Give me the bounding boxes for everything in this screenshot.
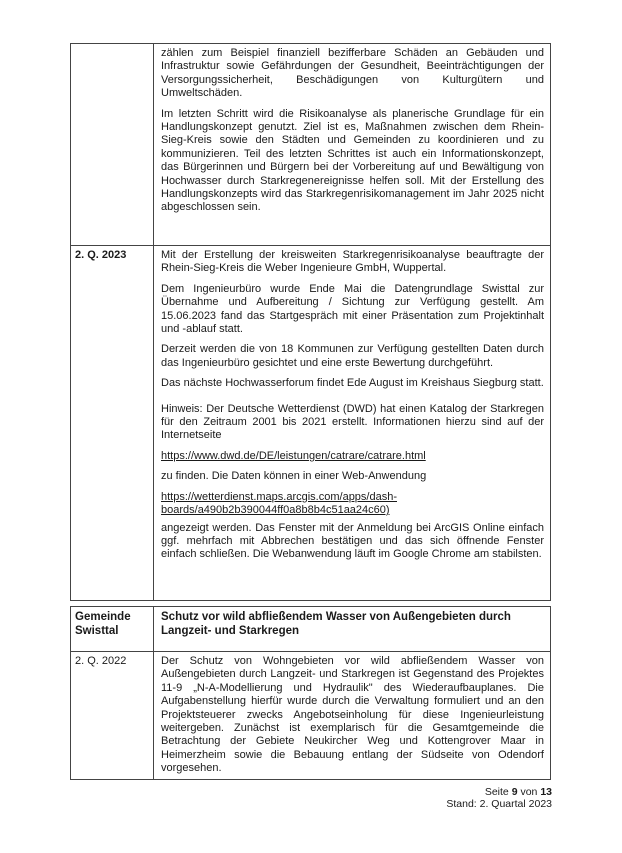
- arcgis-link-line1[interactable]: https://wetterdienst.maps.arcgis.com/apps/dash-: [161, 490, 397, 503]
- dwd-link[interactable]: https://www.dwd.de/DE/leistungen/catrare/catrare.html: [161, 449, 426, 462]
- paragraph: angezeigt werden. Das Fenster mit der Anmeldung bei ArcGIS Online einfach ggf. mehrfach mit Abbrechen bestätigen und das sich öffnende Fenster einfach schließen. Die Webanwendung läuft im Google Chrome am stabilsten.: [161, 521, 544, 561]
- table-row: [71, 246, 551, 601]
- date-cell: [71, 246, 154, 601]
- date-cell: [71, 652, 154, 780]
- paragraph: Der Schutz von Wohngebieten vor wild abfließendem Wasser von Außengebieten durch Langzeit- und Starkregen ist Gegenstand des Projektes 11-9 „N-A-Modellierung und Hydraulik" des Wiederaufbauplanes. Die Aufgabenstellung hierfür wurde durch die Verwaltung formuliert und an den Projektsteuerer zwecks Angebotseinholung für diese Ingenieurleistung weitergeben. Zunächst ist exemplarisch für die Gesamtgemeinde die Betrachtung der Gebiete Neukircher Weg und Kottengrover Maar in Heimerzheim sowie die Bebauung entlang der Südseite von Odendorf vorgesehen.: [161, 655, 544, 775]
- arcgis-link[interactable]: [161, 491, 544, 518]
- description-cell: [154, 44, 551, 246]
- table-header-row: [71, 607, 551, 652]
- page-prefix: Seite: [484, 786, 509, 798]
- paragraph: Derzeit werden die von 18 Kommunen zur Verfügung gestellten Daten durch das Ingenieurbüro gesichtet und eine erste Bewertung durchgeführt.: [161, 343, 544, 369]
- paragraph: zählen zum Beispiel finanziell bezifferbare Schäden an Gebäuden und Infrastruktur sowie Gefährdungen der Gesundheit, Beeinträchtigungen der Versorgungssicherheit, Beschädigungen von Kulturgütern und Umweltschäden.: [161, 47, 544, 100]
- status-line: Stand: 2. Quartal 2023: [446, 798, 552, 810]
- paragraph: Mit der Erstellung der kreisweiten Starkregenrisikoanalyse beauftragte der Rhein-Sieg-Kreis die Weber Ingenieure GmbH, Wuppertal.: [161, 249, 544, 275]
- page-footer: [446, 786, 552, 810]
- page-of: von: [520, 786, 538, 798]
- description-cell: [154, 246, 551, 601]
- date-label: 2. Q. 2023: [75, 249, 127, 261]
- paragraph: Im letzten Schritt wird die Risikoanalyse als planerische Grundlage für ein Handlungskonzept genutzt. Ziel ist es, Maßnahmen zwischen dem Rhein-Sieg-Kreis sowie den Städten und Gemeinden zu koordinieren und zu kommunizieren. Teil des letzten Schrittes ist auch ein Informationskonzept, das Bürgerinnen und Bürgern bei der Vorbereitung auf und Bewältigung von Hochwasser durch Starkregenereignisse helfen soll. Mit der Erstellung des Handlungskonzepts wird das Starkregenrisikomanagement im Jahr 2025 nicht abgeschlossen sein.: [161, 107, 544, 214]
- table-row: [71, 44, 551, 246]
- description-cell: [154, 652, 551, 780]
- page-number: [446, 786, 552, 798]
- paragraph: Dem Ingenieurbüro wurde Ende Mai die Datengrundlage Swisttal zur Übernahme und Aufbereitung / Sichtung zur Verfügung gestellt. Am 15.06.2023 fand das Startgespräch mit einer Präsentation zum Projektinhalt und -ablauf statt.: [161, 282, 544, 336]
- paragraph: Hinweis: Der Deutsche Wetterdienst (DWD) hat einen Katalog der Starkregen für den Zeitraum 2001 bis 2021 erstellt. Informationen hierzu sind auf der Internetseite: [161, 402, 544, 442]
- measures-table-1: [70, 43, 551, 601]
- municipality-header: Gemeinde Swisttal: [71, 607, 154, 652]
- table-row: [71, 652, 551, 780]
- paragraph: zu finden. Die Daten können in einer Web-Anwendung: [161, 470, 427, 483]
- date-cell: [71, 44, 154, 246]
- paragraph: Das nächste Hochwasserforum findet Ede August im Kreishaus Siegburg statt.: [161, 377, 544, 390]
- page-total: 13: [540, 786, 552, 798]
- date-label: 2. Q. 2022: [75, 655, 127, 667]
- topic-header: Schutz vor wild abfließendem Wasser von Außengebieten durch Langzeit- und Starkregen: [154, 607, 551, 652]
- measures-table-2: [70, 606, 551, 780]
- arcgis-link-line2[interactable]: boards/a490b2b390044ff0a8b8b4c51aa24c60): [161, 504, 390, 517]
- page-current: 9: [511, 786, 518, 798]
